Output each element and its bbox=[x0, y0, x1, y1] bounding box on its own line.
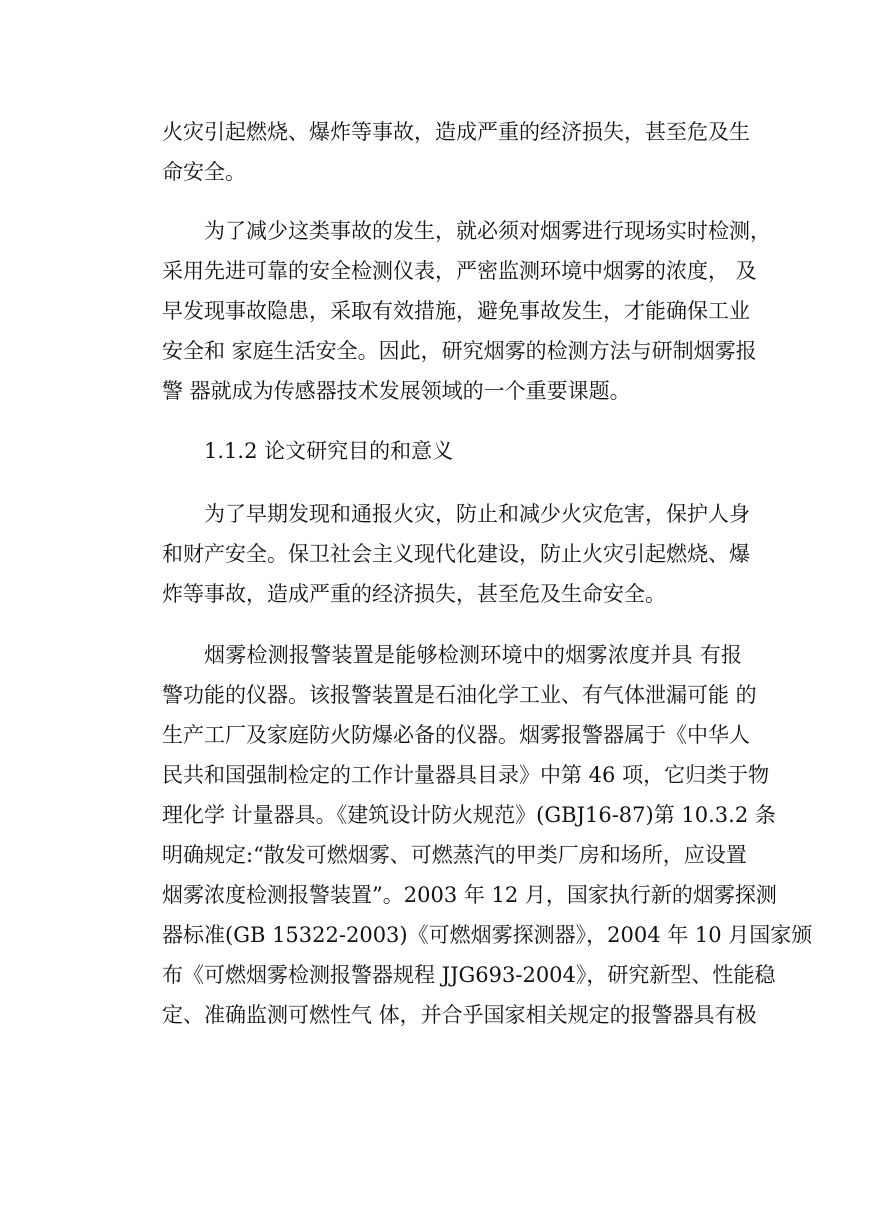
paragraph-4-line-2: 警功能的仪器。该报警装置是石油化学工业、有气体泄漏可能 的 bbox=[162, 683, 757, 707]
paragraph-2-line-2: 采用先进可靠的安全检测仪表，严密监测环境中烟雾的浓度， 及 bbox=[162, 259, 757, 283]
paragraph-4-line-6: 明确规定:“散发可燃烟雾、可燃蒸汽的甲类厂房和场所，应设置 bbox=[162, 843, 747, 867]
paragraph-4-line-10: 定、准确监测可燃性气 体，并合乎国家相关规定的报警器具有极 bbox=[162, 1003, 757, 1027]
paragraph-4-line-9: 布《可燃烟雾检测报警器规程 JJG693-2004》，研究新型、性能稳 bbox=[162, 963, 776, 987]
paragraph-2-line-1: 为了减少这类事故的发生，就必须对烟雾进行现场实时检测， bbox=[204, 219, 771, 243]
paragraph-3-line-2: 和财产安全。保卫社会主义现代化建设，防止火灾引起燃烧、爆 bbox=[162, 542, 750, 566]
paragraph-3-line-3: 炸等事故，造成严重的经济损失，甚至危及生命安全。 bbox=[162, 582, 666, 606]
paragraph-4-line-8: 器标准(GB 15322-2003)《可燃烟雾探测器》，2004 年 10 月国家颁 bbox=[162, 923, 813, 947]
paragraph-2-line-3: 早发现事故隐患，采取有效措施，避免事故发生，才能确保工业 bbox=[162, 299, 750, 323]
paragraph-4-line-3: 生产工厂及家庭防火防爆必备的仪器。烟雾报警器属于《中华人 bbox=[162, 723, 750, 747]
paragraph-4-line-5: 理化学 计量器具。《建筑设计防火规范》(GBJ16-87)第 10.3.2 条 bbox=[162, 803, 776, 827]
paragraph-4-line-7: 烟雾浓度检测报警装置”。2003 年 12 月，国家执行新的烟雾探测 bbox=[162, 883, 777, 907]
paragraph-2-line-4: 安全和 家庭生活安全。因此，研究烟雾的检测方法与研制烟雾报 bbox=[162, 339, 757, 363]
paragraph-2-line-5: 警 器就成为传感器技术发展领域的一个重要课题。 bbox=[162, 379, 631, 403]
paragraph-1-line-1: 火灾引起燃烧、爆炸等事故，造成严重的经济损失，甚至危及生 bbox=[162, 120, 750, 144]
paragraph-4-line-1: 烟雾检测报警装置是能够检测环境中的烟雾浓度并具 有报 bbox=[204, 643, 742, 667]
paragraph-3-line-1: 为了早期发现和通报火灾，防止和减少火灾危害，保护人身 bbox=[204, 502, 750, 526]
paragraph-1-line-2: 命安全。 bbox=[162, 160, 246, 184]
section-heading: 1.1.2 论文研究目的和意义 bbox=[204, 439, 454, 463]
paragraph-4-line-4: 民共和国强制检定的工作计量器具目录》中第 46 项，它归类于物 bbox=[162, 763, 770, 787]
